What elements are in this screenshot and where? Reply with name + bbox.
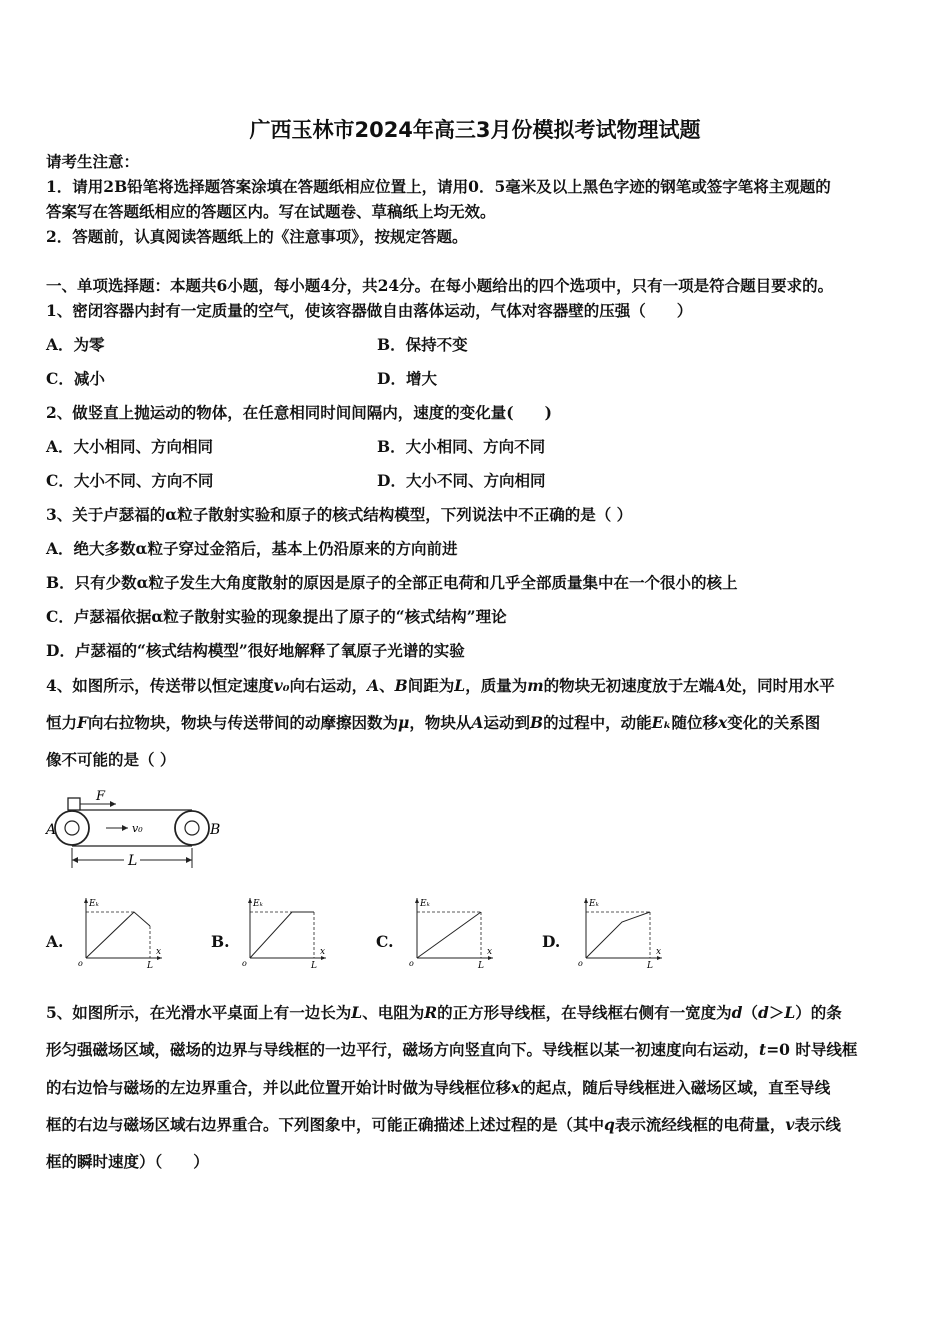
axis-label-ek: Eₖ (89, 899, 99, 909)
origin-label: o (578, 959, 583, 968)
q2-option-c: C．大小不同、方向不同 (46, 471, 214, 490)
q4-option-a-label: A. (46, 932, 64, 951)
q3-stem: 3、关于卢瑟福的α粒子散射实验和原子的核式结构模型，下列说法中不正确的是（ ） (46, 505, 633, 524)
origin-label: o (78, 959, 83, 968)
point-b-label: B (210, 822, 221, 838)
q4-graph-d (572, 892, 667, 972)
block (68, 798, 80, 810)
axis-label-ek: Eₖ (253, 899, 263, 909)
q5-stem-line-2: 形匀强磁场区域，磁场的边界与导线框的一边平行，磁场方向竖直向下。导线框以某一初速度向右运动，t=0 时导线框 (46, 1040, 858, 1059)
q5-stem-line-1: 5、如图所示，在光滑水平桌面上有一边长为L、电阻为R的正方形导线框，在导线框右侧有一宽度为d（d＞L）的条 (46, 1003, 842, 1022)
q1-option-b: B．保持不变 (377, 335, 468, 354)
axis-label-x: x (487, 947, 493, 957)
notice-line-3: 2．答题前，认真阅读答题纸上的《注意事项》，按规定答题。 (46, 227, 468, 246)
q4-stem-line-3: 像不可能的是（ ） (46, 750, 176, 769)
q5-stem-line-4: 框的右边与磁场区域右边界重合。下列图象中，可能正确描述上述过程的是（其中q表示流经线框的电荷量，v表示线 (46, 1115, 841, 1134)
conveyor-figure (44, 784, 234, 874)
axis-label-l: L (147, 961, 153, 971)
q3-option-c: C．卢瑟福依据α粒子散射实验的现象提出了原子的“核式结构”理论 (46, 607, 507, 626)
q4-option-c-label: C. (376, 932, 394, 951)
force-label: F (96, 789, 106, 804)
length-label: L (128, 853, 138, 869)
axis-label-l: L (311, 961, 317, 971)
pulley-a (55, 811, 89, 845)
q3-option-d: D．卢瑟福的“核式结构模型”很好地解释了氧原子光谱的实验 (46, 641, 465, 660)
q4-graph-a (72, 892, 167, 972)
axis-label-x: x (156, 947, 162, 957)
q2-option-a: A．大小相同、方向相同 (46, 437, 214, 456)
ek-curve (250, 912, 314, 958)
q3-option-b: B．只有少数α粒子发生大角度散射的原因是原子的全部正电荷和几乎全部质量集中在一个很小的核上 (46, 573, 738, 592)
q5-stem-line-3: 的右边恰与磁场的左边界重合，并以此位置开始计时做为导线框位移x的起点，随后导线框进入磁场区域，直至导线 (46, 1078, 831, 1097)
q2-option-b: B．大小相同、方向不同 (377, 437, 546, 456)
notice-line-2: 答案写在答题纸相应的答题区内。写在试题卷、草稿纸上均无效。 (46, 202, 496, 221)
section-heading: 一、单项选择题：本题共6小题，每小题4分，共24分。在每小题给出的四个选项中，只有一项是符合题目要求的。 (46, 276, 834, 295)
q4-graph-b (236, 892, 331, 972)
q1-stem: 1、密闭容器内封有一定质量的空气，使该容器做自由落体运动，气体对容器壁的压强（ ） (46, 301, 693, 320)
notice-line-1: 1．请用2B铅笔将选择题答案涂填在答题纸相应位置上，请用0．5毫米及以上黑色字迹的钢笔或签字笔将主观题的 (46, 177, 831, 196)
q1-option-a: A．为零 (46, 335, 105, 354)
axis-label-ek: Eₖ (420, 899, 430, 909)
q5-stem-line-5: 框的瞬时速度）（ ） (46, 1152, 209, 1171)
point-a-label: A (46, 822, 57, 838)
q4-stem-line-2: 恒力F向右拉物块，物块与传送带间的动摩擦因数为μ，物块从A运动到B的过程中，动能Eₖ随位移x变化的关系图 (46, 713, 821, 732)
ek-curve (586, 912, 650, 958)
page-title: 广西玉林市2024年高三3月份模拟考试物理试题 (249, 118, 701, 142)
q3-option-a: A．绝大多数α粒子穿过金箔后，基本上仍沿原来的方向前进 (46, 539, 458, 558)
q4-option-b-label: B. (211, 932, 230, 951)
q2-option-d: D．大小不同、方向相同 (377, 471, 546, 490)
q1-option-c: C．减小 (46, 369, 105, 388)
q4-option-d-label: D. (542, 932, 561, 951)
q1-option-d: D．增大 (377, 369, 437, 388)
velocity-label: v₀ (132, 822, 143, 835)
q2-stem: 2、做竖直上抛运动的物体，在任意相同时间间隔内，速度的变化量( ) (46, 403, 552, 422)
ek-curve (86, 912, 150, 958)
q4-stem-line-1: 4、如图所示，传送带以恒定速度v₀向右运动，A、B间距为L，质量为m的物块无初速度放于左端A处，同时用水平 (46, 676, 835, 695)
origin-label: o (409, 959, 414, 968)
axis-label-l: L (478, 961, 484, 971)
pulley-b (175, 811, 209, 845)
notice-heading: 请考生注意： (46, 152, 140, 171)
q4-graph-c (403, 892, 498, 972)
axis-label-ek: Eₖ (589, 899, 599, 909)
axis-label-x: x (656, 947, 662, 957)
ek-curve (417, 912, 481, 958)
axis-label-l: L (647, 961, 653, 971)
axis-label-x: x (320, 947, 326, 957)
origin-label: o (242, 959, 247, 968)
